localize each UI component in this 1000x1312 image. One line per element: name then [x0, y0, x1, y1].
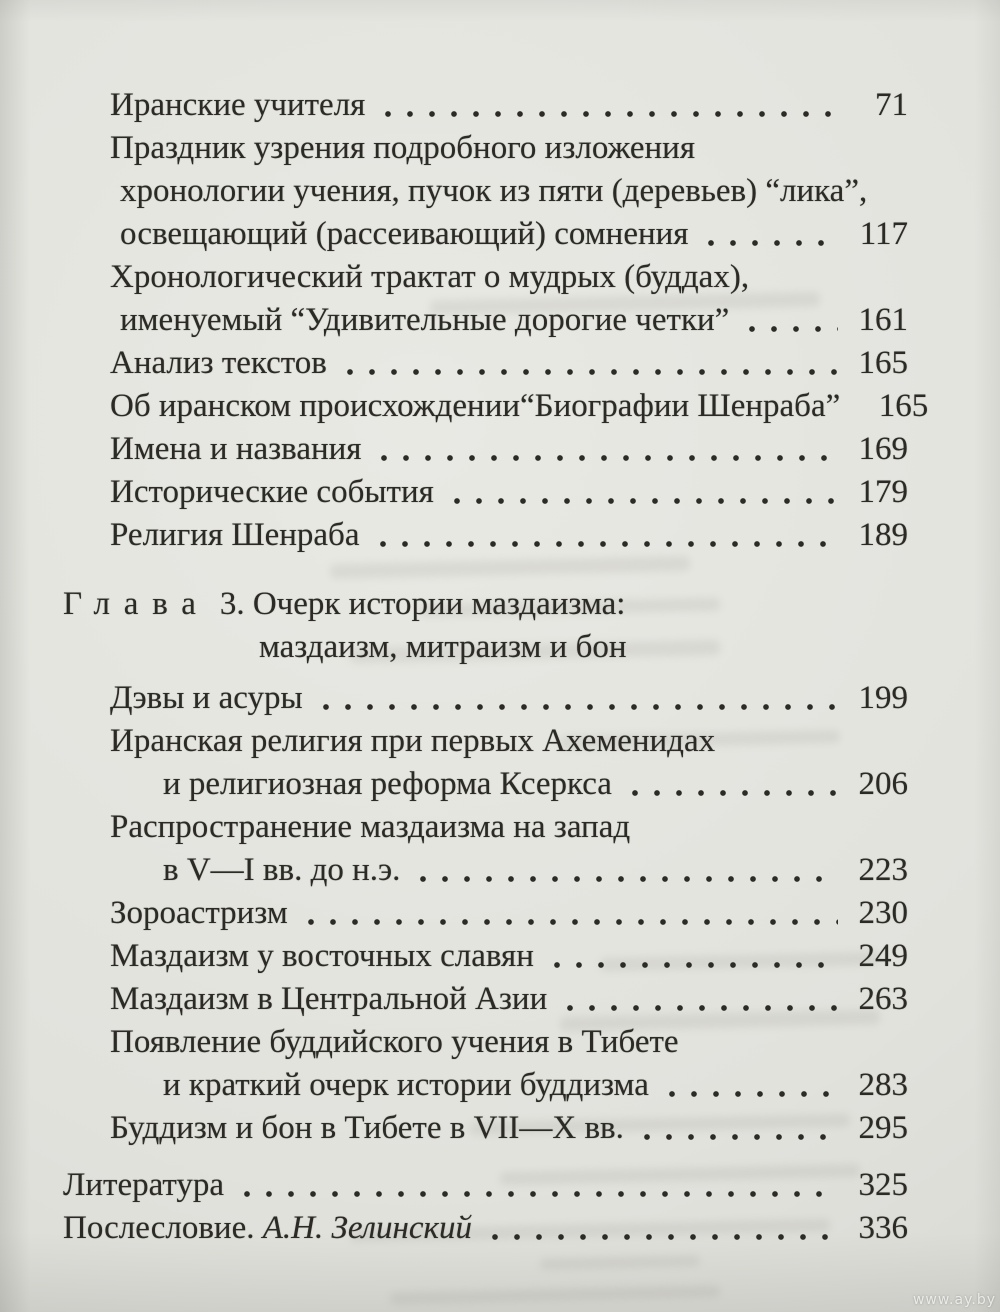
- dot-leader: [335, 342, 838, 385]
- show-through-smudge: [540, 1255, 700, 1270]
- toc-entry-title: в V—I вв. до н.э.: [163, 852, 401, 888]
- toc-row: [63, 849, 908, 892]
- toc-row: [63, 213, 908, 256]
- page-number: 179: [858, 474, 908, 510]
- dot-leader: [542, 935, 838, 978]
- dot-leader: [480, 1207, 838, 1250]
- table-of-contents: [63, 84, 929, 1250]
- toc-row: [63, 935, 908, 978]
- toc-entry-title: Религия Шенраба: [110, 517, 360, 553]
- dot-leader: [848, 385, 858, 428]
- dot-leader: [442, 471, 838, 514]
- toc-entry-title: Имена и названия: [110, 431, 362, 467]
- page-number: 206: [858, 766, 908, 802]
- toc-entry-title: Маздаизм у восточных славян: [110, 938, 534, 974]
- dot-leader: [620, 763, 838, 806]
- toc-entry-title: освещающий (рассеивающий) сомнения: [120, 216, 689, 252]
- toc-entry-title: маздаизм, митраизм и бон: [259, 629, 627, 665]
- toc-entry-title: Об иранском происхождении“Биографии Шенраба”: [110, 388, 841, 424]
- toc-entry-title: Появление буддийского учения в Тибете: [110, 1024, 679, 1060]
- toc-entry-title: и религиозная реформа Ксеркса: [163, 766, 612, 802]
- page-number: 189: [858, 517, 908, 553]
- toc-row: [63, 428, 908, 471]
- toc-chapter-heading: [63, 583, 908, 626]
- page-number: 169: [858, 431, 908, 467]
- page-number: 249: [858, 938, 908, 974]
- dot-leader: [737, 299, 838, 342]
- toc-row: [63, 978, 908, 1021]
- dot-leader: [232, 1164, 838, 1207]
- chapter-title: 3. Очерк истории маздаизма:: [219, 586, 626, 622]
- page-number: 263: [858, 981, 908, 1017]
- toc-entry-title: хронологии учения, пучок из пяти (деревьев) “лика”,: [120, 173, 868, 209]
- toc-entry-title: Праздник узрения подробного изложения: [110, 130, 696, 166]
- toc-row: [63, 84, 908, 127]
- toc-row: [63, 1164, 908, 1207]
- toc-row: [63, 677, 908, 720]
- dot-leader: [696, 213, 838, 256]
- dot-leader: [408, 849, 838, 892]
- toc-entry-title: Хронологический трактат о мудрых (буддах),: [110, 259, 750, 295]
- toc-row: [63, 892, 908, 935]
- dot-leader: [368, 514, 839, 557]
- dot-leader: [311, 677, 838, 720]
- page-number: 71: [875, 87, 908, 123]
- toc-entry-title: Распространение маздаизма на запад: [110, 809, 631, 845]
- toc-row: [63, 170, 908, 213]
- toc-entry-title: Послесловие.: [63, 1210, 263, 1246]
- dot-leader: [555, 978, 838, 1021]
- page-number: 283: [858, 1067, 908, 1103]
- toc-entry-title: Зороастризм: [110, 895, 288, 931]
- toc-entry-title: Иранские учителя: [110, 87, 366, 123]
- dot-leader: [373, 84, 838, 127]
- dot-leader: [657, 1064, 838, 1107]
- toc-entry-title: Иранская религия при первых Ахеменидах: [110, 723, 716, 759]
- chapter-word: Глава: [63, 586, 210, 622]
- page-number: 117: [859, 216, 908, 252]
- dot-leader: [296, 892, 838, 935]
- toc-row: [63, 514, 908, 557]
- page-number: 199: [858, 680, 908, 716]
- toc-row: [63, 1107, 908, 1150]
- toc-row: [63, 763, 908, 806]
- watermark: www.ay.by: [912, 1292, 996, 1308]
- toc-entry-title: Маздаизм в Центральной Азии: [110, 981, 548, 1017]
- toc-row: [63, 256, 908, 299]
- page-number: 325: [858, 1167, 908, 1203]
- toc-entry-title: и краткий очерк истории буддизма: [163, 1067, 649, 1103]
- toc-row: [63, 626, 908, 669]
- page-number: 165: [878, 388, 929, 424]
- page-number: 295: [858, 1110, 908, 1146]
- toc-row: [63, 385, 929, 428]
- toc-entry-title: Буддизм и бон в Тибете в VII—X вв.: [110, 1110, 624, 1146]
- toc-row: [63, 1021, 908, 1064]
- toc-row: [63, 299, 908, 342]
- page-number: 165: [858, 345, 908, 381]
- page-number: 161: [858, 302, 908, 338]
- toc-row: [63, 806, 908, 849]
- toc-row: [63, 720, 908, 763]
- toc-row: [63, 342, 908, 385]
- toc-entry-title: именуемый “Удивительные дорогие четки”: [120, 302, 730, 338]
- toc-row: [63, 127, 908, 170]
- toc-row: [63, 1207, 908, 1250]
- toc-entry-title: Дэвы и асуры: [110, 680, 303, 716]
- page-number: 230: [858, 895, 908, 931]
- toc-row: [63, 1064, 908, 1107]
- page-number: 223: [858, 852, 908, 888]
- toc-row: [63, 471, 908, 514]
- show-through-smudge: [390, 1285, 720, 1304]
- toc-entry-title: Литература: [63, 1167, 225, 1203]
- toc-entry-title: Исторические события: [110, 474, 434, 510]
- dot-leader: [369, 428, 838, 471]
- toc-entry-title: Анализ текстов: [110, 345, 327, 381]
- page-number: 336: [858, 1210, 908, 1246]
- dot-leader: [632, 1107, 838, 1150]
- toc-entry-title-italic: А.Н. Зелинский: [262, 1210, 472, 1246]
